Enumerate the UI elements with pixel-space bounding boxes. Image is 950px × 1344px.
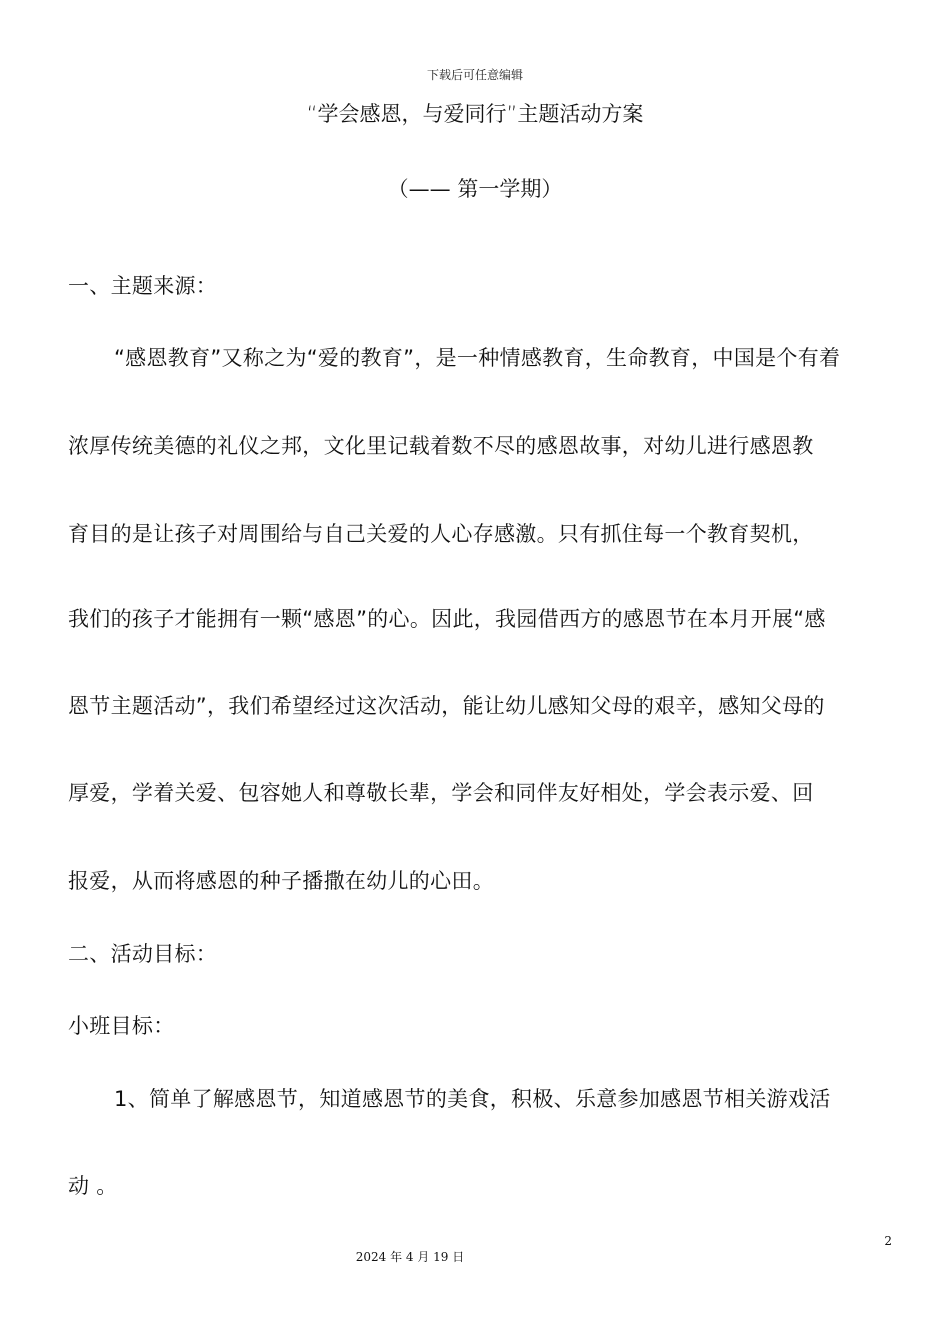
paragraph-line: 我们的孩子才能拥有一颗“感恩”的心。因此，我园借西方的感恩节在本月开展“感 <box>68 607 826 631</box>
section-heading-goals: 二、活动目标： <box>68 942 218 966</box>
paragraph-line: “感恩教育”又称之为“爱的教育”，是一种情感教育，生命教育，中国是个有着 <box>114 346 841 370</box>
paragraph-line: 浓厚传统美德的礼仪之邦，文化里记载着数不尽的感恩故事，对幼儿进行感恩教 <box>68 434 814 458</box>
section-heading-source: 一、主题来源： <box>68 274 218 298</box>
list-item-line: 动 。 <box>68 1174 118 1198</box>
page-number: 2 <box>884 1234 892 1248</box>
footer-date: 2024 年 4 月 19 日 <box>355 1250 465 1264</box>
paragraph-line: 恩节主题活动”，我们希望经过这次活动，能让幼儿感知父母的艰辛，感知父母的 <box>68 694 825 718</box>
paragraph-line: 育目的是让孩子对周围给与自己关爱的人心存感激。只有抓住每一个教育契机， <box>68 522 814 546</box>
document-subtitle: （—— 第一学期） <box>387 177 563 201</box>
header-note: 下载后可任意编辑 <box>426 68 523 82</box>
paragraph-line: 厚爱，学着关爱、包容她人和尊敬长辈，学会和同伴友好相处，学会表示爱、回 <box>68 781 814 805</box>
list-item-line: 1、简单了解感恩节，知道感恩节的美食，积极、乐意参加感恩节相关游戏活 <box>114 1087 831 1111</box>
paragraph-line: 报爱，从而将感恩的种子播撒在幼儿的心田。 <box>68 869 494 893</box>
document-title: “学会感恩，与爱同行”主题活动方案 <box>306 102 644 126</box>
subsection-heading-small-class: 小班目标： <box>68 1014 175 1038</box>
